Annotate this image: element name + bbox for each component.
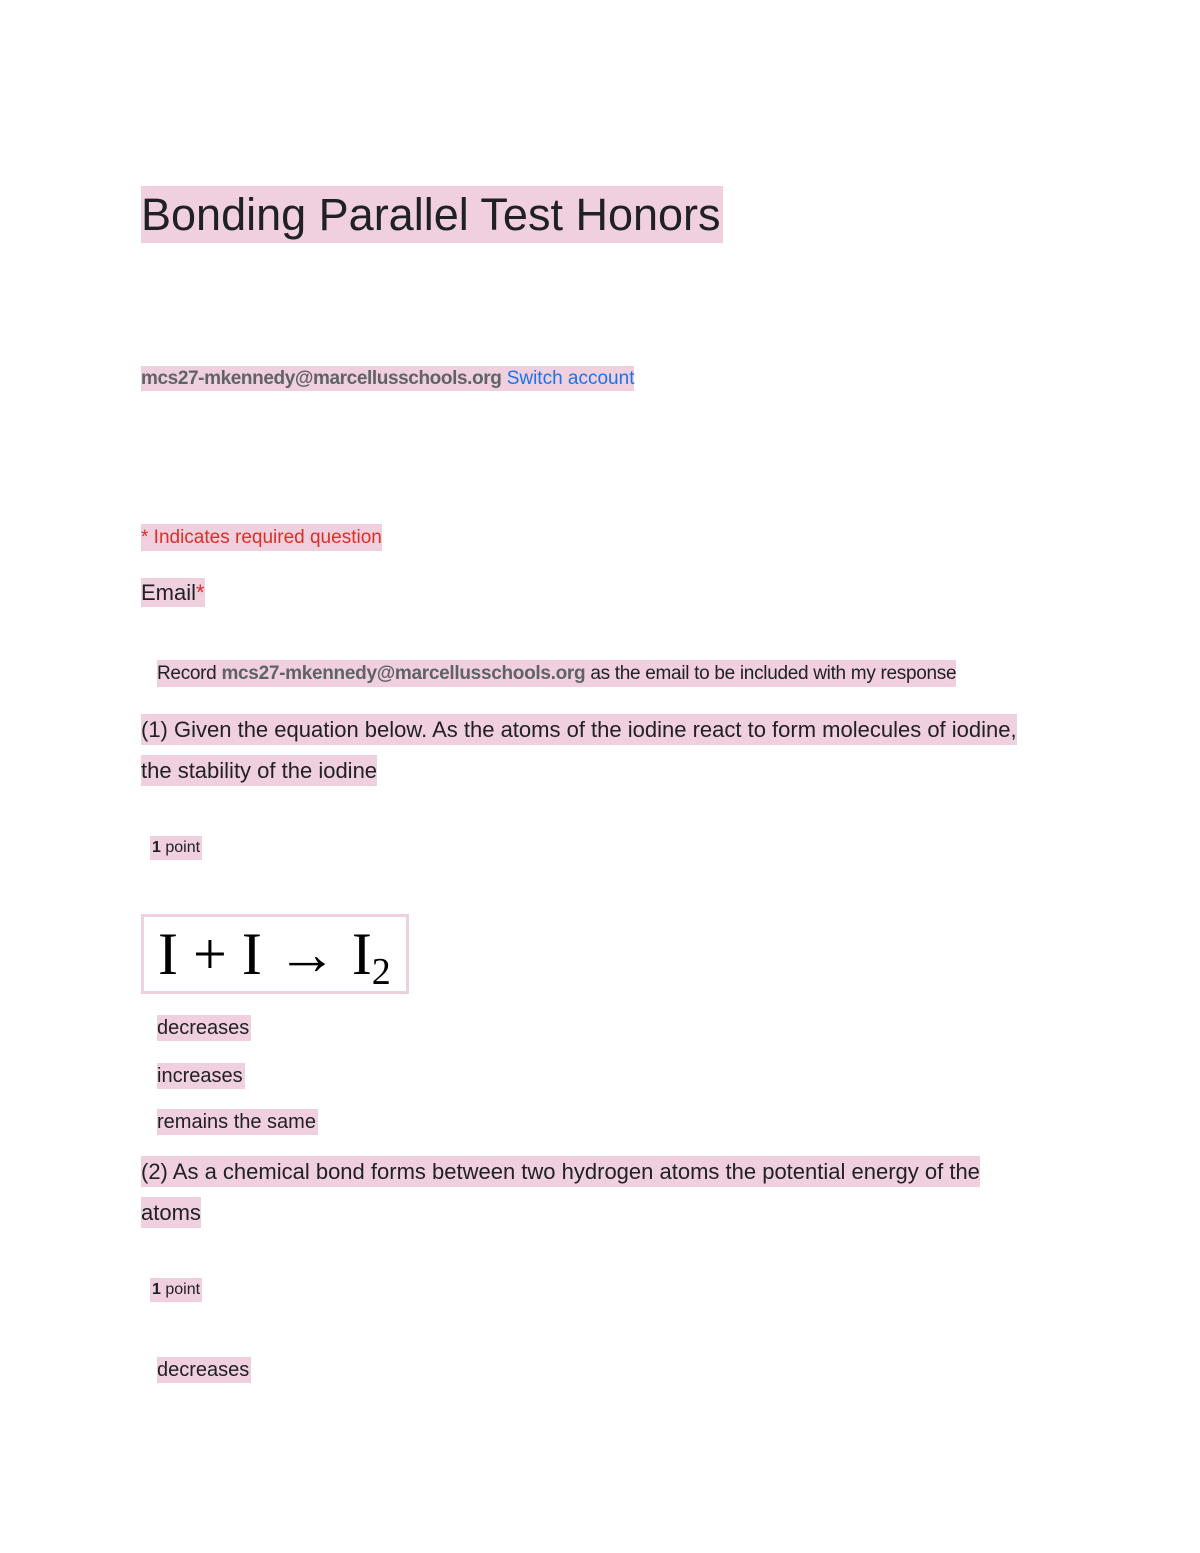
email-label-text: Email bbox=[141, 580, 197, 605]
q1-option-decreases[interactable]: decreases bbox=[157, 1017, 250, 1039]
q2-option-decreases[interactable]: decreases bbox=[157, 1359, 250, 1381]
points-value: 1 bbox=[152, 1281, 161, 1298]
record-email: mcs27-mkennedy@marcellusschools.org bbox=[221, 663, 586, 684]
record-prefix: Record bbox=[157, 663, 217, 684]
points-unit: point bbox=[165, 1281, 201, 1298]
record-email-checkbox[interactable] bbox=[157, 660, 956, 687]
question-1-points bbox=[150, 836, 202, 860]
email-field-label bbox=[141, 578, 205, 607]
question-2-label: (2) As a chemical bond forms between two hydrogen atoms the potential energy of the atoms bbox=[141, 1156, 980, 1228]
required-question-note: * Indicates required question bbox=[141, 524, 382, 551]
form-title: Bonding Parallel Test Honors bbox=[141, 186, 723, 243]
record-suffix: as the email to be included with my response bbox=[590, 663, 957, 684]
question-2-text bbox=[141, 1151, 1041, 1233]
equation-subscript: 2 bbox=[371, 951, 391, 993]
equation-rhs: I bbox=[351, 921, 372, 987]
question-1-text bbox=[141, 709, 1041, 791]
account-bar bbox=[141, 366, 634, 391]
required-star: * bbox=[196, 580, 205, 605]
question-2-points bbox=[150, 1278, 202, 1302]
points-value: 1 bbox=[152, 839, 161, 856]
equation-image bbox=[141, 914, 409, 994]
switch-account-link[interactable]: Switch account bbox=[506, 368, 635, 389]
equation bbox=[158, 917, 391, 994]
q1-option-remains-the-same[interactable]: remains the same bbox=[157, 1111, 316, 1133]
account-email: mcs27-mkennedy@marcellusschools.org bbox=[141, 368, 502, 389]
equation-lhs: I + I bbox=[158, 921, 262, 987]
question-1-label: (1) Given the equation below. As the atoms of the iodine react to form molecules of iodine, the stability of the iodine bbox=[141, 714, 1017, 786]
q1-option-increases[interactable]: increases bbox=[157, 1065, 243, 1087]
points-unit: point bbox=[165, 839, 201, 856]
arrow-icon: → bbox=[276, 921, 337, 987]
